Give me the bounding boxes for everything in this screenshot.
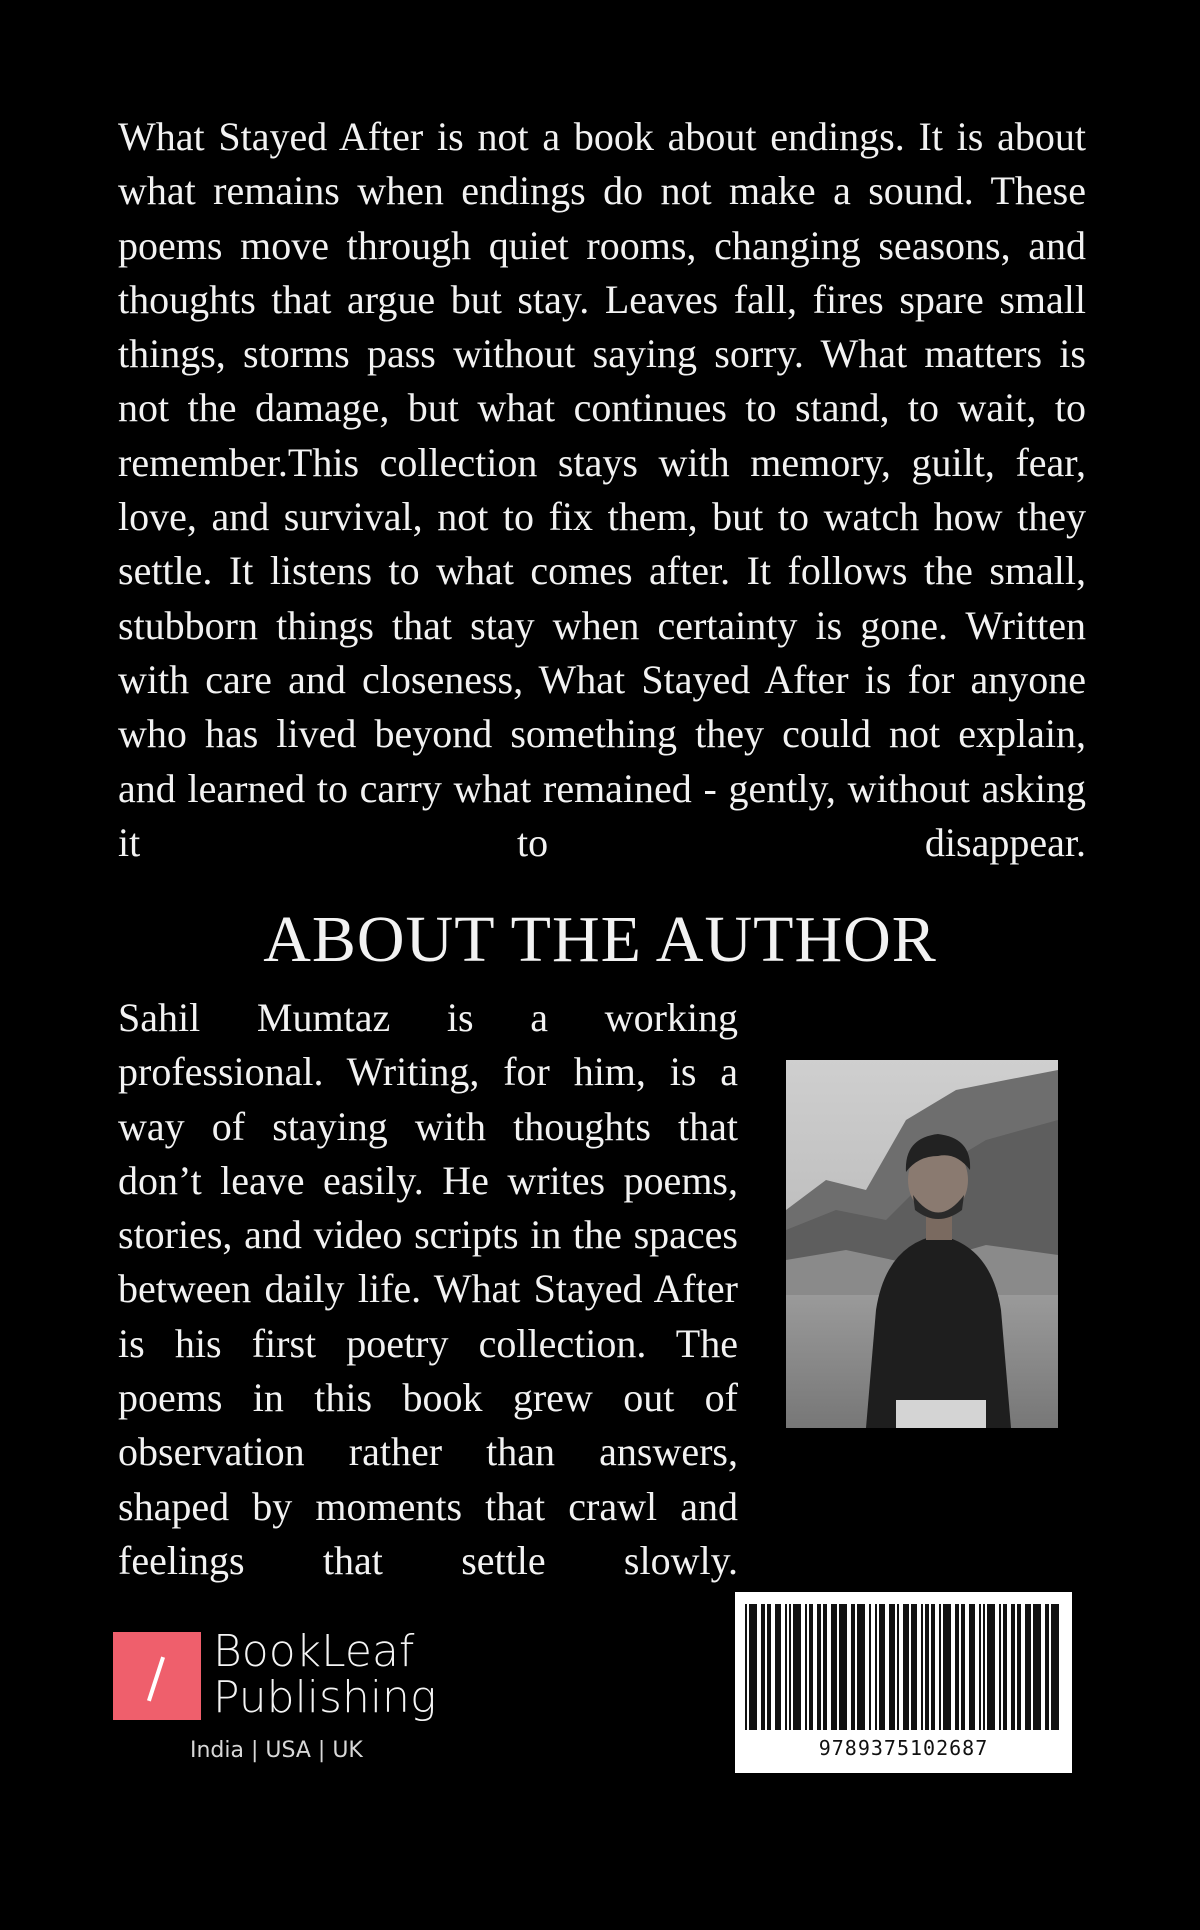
- publisher-logo: [113, 1628, 453, 1768]
- about-author-heading: ABOUT THE AUTHOR: [263, 903, 937, 976]
- barcode-bar: [943, 1604, 951, 1730]
- barcode-bar: [1003, 1604, 1007, 1730]
- barcode-bar: [1025, 1604, 1031, 1730]
- barcode-bar: [789, 1604, 791, 1730]
- publisher-logo-mark: [113, 1632, 201, 1720]
- barcode-bar: [761, 1604, 765, 1730]
- barcode-bar: [805, 1604, 807, 1730]
- barcode-bar: [785, 1604, 787, 1730]
- barcode-bar: [999, 1604, 1001, 1730]
- barcode-bar: [987, 1604, 995, 1730]
- barcode-bar: [749, 1604, 757, 1730]
- publisher-name-line1: BookLeaf: [213, 1626, 415, 1677]
- barcode-bar: [775, 1604, 781, 1730]
- barcode-bar: [869, 1604, 871, 1730]
- author-bio: Sahil Mumtaz is a working professional. Writing, for him, is a way of staying with thoughts that don’t leave easily. He writes poems, stories, and video scripts in the spaces between daily life. What Stayed After is his first poetry collection. The poems in this book grew out of observation rather than answers, shaped by moments that crawl and feelings that settle slowly.: [118, 995, 738, 1583]
- barcode-bar: [851, 1604, 855, 1730]
- barcode-bar: [767, 1604, 771, 1730]
- barcode-bar: [831, 1604, 837, 1730]
- barcode-bar: [879, 1604, 885, 1730]
- barcode-bar: [903, 1604, 909, 1730]
- isbn-barcode: [735, 1592, 1072, 1773]
- barcode-bar: [817, 1604, 821, 1730]
- back-cover-blurb: What Stayed After is not a book about endings. It is about what remains when endings do not make a sound. These poems move through quiet rooms, changing seasons, and thoughts that argue but stay. Leaves fall, fires spare small things, storms pass without saying sorry. What matters is not the damage, but what continues to stand, to wait, to remember.This collection stays with memory, guilt, fear, love, and survival, not to fix them, but to watch how they settle. It listens to what comes after. It follows the small, stubborn things that stay when certainty is gone. Written with care and closeness, What Stayed After is for anyone who has lived beyond something they could not explain, and learned to carry what remained - gently, without asking it to disappear.: [118, 114, 1086, 865]
- barcode-bar: [823, 1604, 827, 1730]
- barcode-bar: [1033, 1604, 1041, 1730]
- barcode-bar: [839, 1604, 847, 1730]
- publisher-name-line2: Publishing: [213, 1672, 437, 1723]
- author-photo: [786, 1060, 1058, 1428]
- barcode-bar: [983, 1604, 985, 1730]
- barcode-bar: [955, 1604, 959, 1730]
- barcode-bar: [857, 1604, 865, 1730]
- barcode-bar: [875, 1604, 877, 1730]
- barcode-bar: [1045, 1604, 1049, 1730]
- isbn-number: 9789375102687: [818, 1736, 989, 1760]
- barcode-bar: [793, 1604, 801, 1730]
- barcode-bar: [889, 1604, 895, 1730]
- barcode-bar: [925, 1604, 929, 1730]
- barcode-bar: [969, 1604, 975, 1730]
- barcode-bar: [931, 1604, 935, 1730]
- barcode-bar: [1017, 1604, 1021, 1730]
- barcode-bar: [961, 1604, 965, 1730]
- barcode-bar: [1011, 1604, 1015, 1730]
- barcode-bar: [809, 1604, 813, 1730]
- barcode-bar: [979, 1604, 981, 1730]
- publisher-regions: India | USA | UK: [190, 1738, 363, 1763]
- barcode-bar: [897, 1604, 899, 1730]
- barcode-bar: [1051, 1604, 1059, 1730]
- barcode-bar: [745, 1604, 747, 1730]
- barcode-bar: [939, 1604, 941, 1730]
- slash-icon: [147, 1657, 165, 1702]
- barcode-bar: [921, 1604, 923, 1730]
- barcode-bars: [745, 1604, 1062, 1730]
- barcode-bar: [911, 1604, 917, 1730]
